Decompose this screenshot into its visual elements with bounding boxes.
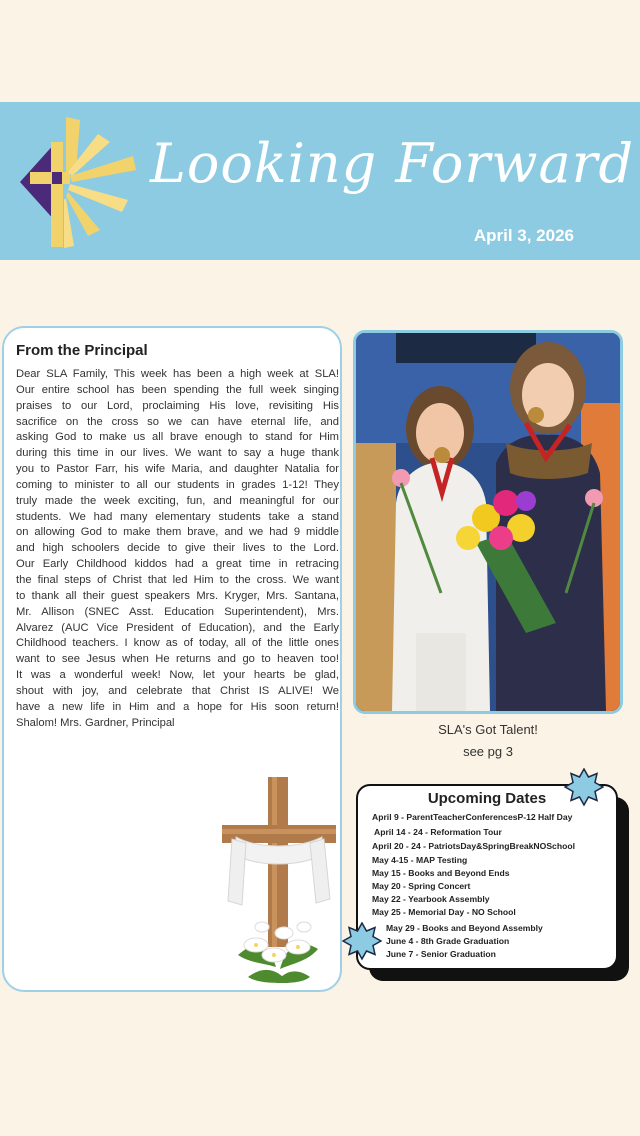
- letter-line: on allowing God to make them brave, and we had 9 middle: [16, 526, 339, 539]
- date-item: May 22 - Yearbook Assembly: [372, 894, 490, 904]
- letter-line: It was a wonderful week! Now, let your hearts be glad,: [16, 669, 339, 682]
- photo-caption: SLA's Got Talent!: [438, 722, 538, 737]
- principal-letter-text: [16, 367, 339, 731]
- date-item: May 29 - Books and Beyond Assembly: [386, 923, 543, 933]
- letter-line: and high schoolers decide to give their lives to the Lord.: [16, 542, 339, 555]
- date-item: May 4-15 - MAP Testing: [372, 855, 468, 865]
- letter-line: Childhood teachers. I know as of today, all of the little ones: [16, 637, 339, 650]
- easter-cross-icon: [218, 777, 338, 985]
- date-item: April 20 - 24 - PatriotsDay&SpringBreakNOSchool: [372, 841, 575, 851]
- photo-caption-page-ref: see pg 3: [463, 744, 513, 759]
- date-item: April 14 - 24 - Reformation Tour: [374, 827, 502, 837]
- date-item: April 9 - ParentTeacherConferencesP-12 Half Day: [372, 812, 573, 822]
- letter-line: Our Early Childhood kiddos had a great time in retracing: [16, 558, 339, 571]
- letter-line: asking God to make us all brave enough to stand for Him: [16, 431, 339, 444]
- upcoming-dates-heading: Upcoming Dates: [427, 790, 547, 807]
- letter-line: shout with joy, and celebrate that Christ IS ALIVE! We: [16, 684, 339, 697]
- date-item: May 15 - Books and Beyond Ends: [372, 868, 510, 878]
- letter-line: sacrifice on the cross so we can have eternal life, and: [16, 415, 339, 428]
- issue-date: April 3, 2026: [473, 226, 574, 245]
- star-icon: [342, 922, 382, 962]
- letter-line: want to see Jesus when He returns and go to heaven too!: [16, 653, 339, 666]
- letter-line: students. We had many elementary students take a stand: [16, 510, 339, 523]
- letter-line: praises to our Lord, proclaiming His love, revisiting His: [16, 399, 339, 412]
- date-item: June 4 - 8th Grade Graduation: [386, 936, 510, 946]
- upcoming-dates-card: [356, 784, 618, 970]
- principal-letter-card: [2, 326, 342, 992]
- header-banner: [0, 102, 640, 260]
- letter-line: to thank all their guest speakers Mrs. Kryger, Mrs. Santana,: [16, 589, 339, 602]
- talent-show-photo: [353, 330, 623, 714]
- star-icon: [564, 768, 604, 808]
- letter-line: Mr. Allison (SNEC Asst. Education Superintendent), Mrs.: [16, 605, 339, 618]
- letter-line: Shalom! Mrs. Gardner, Principal: [16, 716, 175, 729]
- page-title: Looking Forward: [150, 132, 635, 195]
- letter-line: have a new life in Him and a hope for His soon return!: [16, 700, 339, 713]
- date-item: June 7 - Senior Graduation: [386, 949, 496, 959]
- letter-line: Our entire school has been spending the full week singing: [16, 383, 339, 396]
- letter-line: coming to minister to all our students in grades 1-12! They: [16, 478, 339, 491]
- principal-heading: From the Principal: [16, 342, 148, 359]
- date-item: May 20 - Spring Concert: [372, 881, 471, 891]
- letter-line: the final steps of Christ that led Him to the cross. We want: [16, 573, 339, 586]
- girls-with-flowers-image: [356, 333, 620, 711]
- date-item: May 25 - Memorial Day - NO School: [372, 907, 516, 917]
- letter-line: Alvarez (AUC Vice President of Education), and the Early: [16, 621, 339, 634]
- letter-line: Dear SLA Family, This week has been a high week at SLA!: [16, 368, 339, 380]
- letter-line: truly made the week exciting, fun, and meaningful for our: [16, 494, 339, 507]
- school-logo-icon: [18, 112, 143, 252]
- letter-line: during this time in our lives. We want to say a huge thank: [16, 447, 339, 460]
- letter-line: you to Pastor Farr, his wife Maria, and daughter Natalia for: [16, 463, 339, 476]
